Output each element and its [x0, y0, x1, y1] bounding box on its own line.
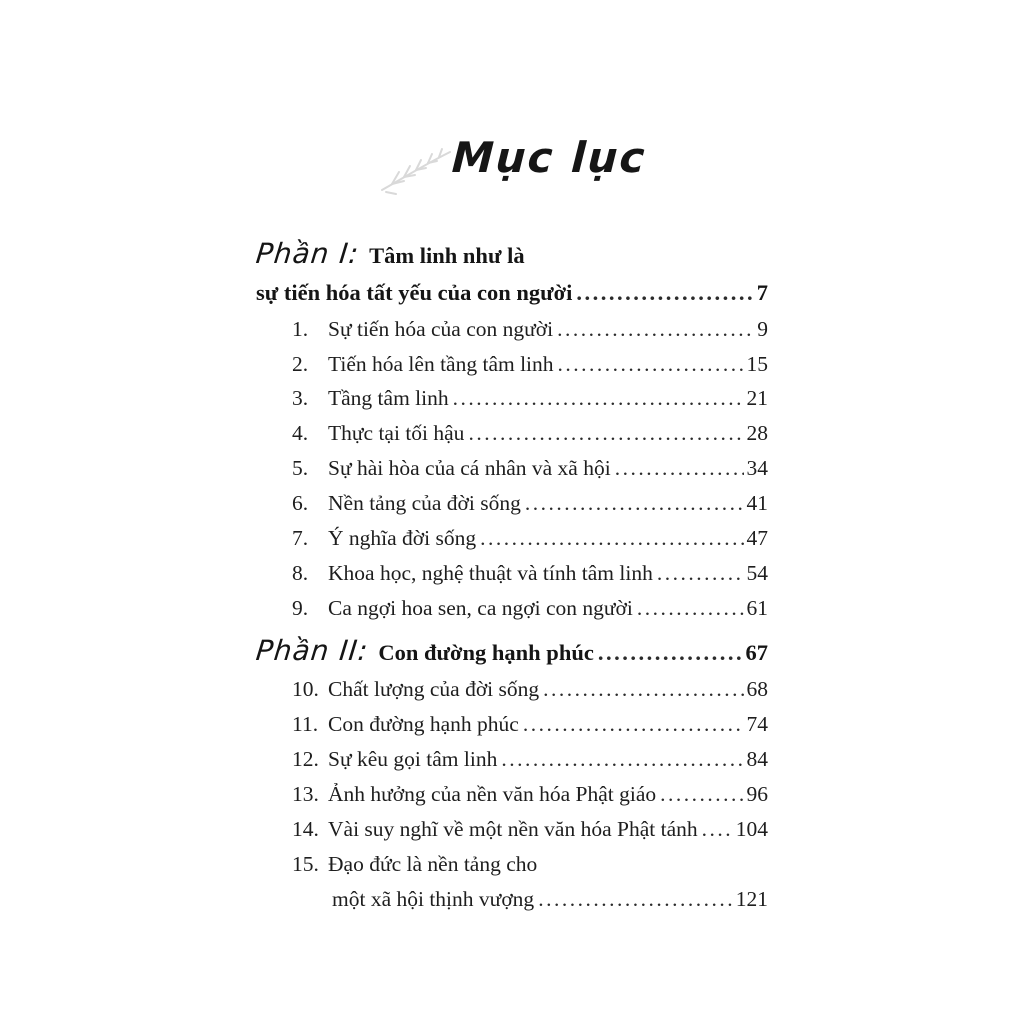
entry-number: 4. [292, 421, 309, 446]
toc-entry [292, 352, 768, 377]
dot-leader [660, 782, 743, 807]
toc-entry [292, 782, 768, 807]
entry-title: Ảnh hưởng của nền văn hóa Phật giáo [328, 782, 657, 807]
dot-leader [557, 317, 754, 342]
toc-entry [292, 852, 768, 877]
entry-page-number: 34 [746, 456, 768, 481]
entry-page-number: 21 [746, 386, 768, 411]
dot-leader [637, 596, 744, 621]
entry-title: Tầng tâm linh [328, 386, 449, 411]
entry-number: 13. [292, 782, 319, 807]
entry-page-number: 41 [746, 491, 768, 516]
section-1-title-line-2: sự tiến hóa tất yếu của con người [256, 280, 573, 306]
entry-title-line-1: Đạo đức là nền tảng cho [328, 852, 538, 877]
toc-entry-continuation [292, 887, 768, 912]
entry-page-number: 68 [746, 677, 768, 702]
entry-title: Tiến hóa lên tầng tâm linh [328, 351, 554, 376]
entry-page-number: 121 [735, 887, 768, 912]
entry-title: Sự kêu gọi tâm linh [328, 747, 498, 772]
section-2-title: Con đường hạnh phúc [378, 640, 594, 665]
page-title-block [0, 0, 1024, 182]
entry-number: 3. [292, 386, 309, 411]
entry-title: Ý nghĩa đời sống [328, 526, 477, 551]
entry-number: 11. [292, 712, 319, 737]
entry-number: 1. [292, 316, 309, 341]
page-title: Mục lục [450, 133, 648, 182]
entry-page-number: 9 [757, 316, 768, 341]
toc-entry [292, 817, 768, 842]
table-of-contents [256, 238, 768, 912]
section-2-heading [256, 635, 768, 667]
toc-entry [292, 317, 768, 342]
entry-page-number: 96 [746, 782, 768, 807]
dot-leader [657, 561, 744, 586]
toc-entry [292, 561, 768, 586]
entry-number: 14. [292, 817, 319, 842]
entry-title: Vài suy nghĩ về một nền văn hóa Phật tánh [328, 817, 698, 842]
toc-entry [292, 712, 768, 737]
dot-leader [702, 817, 733, 842]
entry-title: Sự tiến hóa của con người [328, 316, 554, 341]
dot-leader [598, 640, 743, 666]
section-1-page-number: 7 [756, 280, 768, 306]
section-1-label: Phần I: [254, 237, 361, 270]
dot-leader [468, 421, 743, 446]
toc-entry [292, 596, 768, 621]
dot-leader [543, 677, 743, 702]
dot-leader [558, 352, 744, 377]
entry-number: 6. [292, 491, 309, 516]
entry-number: 5. [292, 456, 309, 481]
section-2-entries [256, 677, 768, 912]
toc-entry [292, 456, 768, 481]
dot-leader [615, 456, 744, 481]
branch-leaves-icon [378, 140, 456, 196]
section-2-label: Phần II: [254, 634, 371, 667]
entry-number: 2. [292, 351, 309, 376]
entry-page-number: 74 [746, 712, 768, 737]
toc-entry [292, 526, 768, 551]
dot-leader [525, 491, 744, 516]
entry-title-line-2: một xã hội thịnh vượng [332, 887, 535, 912]
section-1-heading-line-2 [256, 280, 768, 306]
entry-title: Con đường hạnh phúc [328, 712, 519, 737]
section-2-page-number: 67 [745, 640, 768, 665]
dot-leader [576, 280, 753, 306]
entry-page-number: 84 [746, 747, 768, 772]
dot-leader [523, 712, 744, 737]
section-1-title-line-1: Tâm linh như là [369, 243, 525, 268]
section-1-entries [256, 317, 768, 621]
toc-entry [292, 491, 768, 516]
entry-number: 8. [292, 561, 309, 586]
entry-number: 15. [292, 852, 319, 877]
toc-entry [292, 386, 768, 411]
entry-number: 9. [292, 596, 309, 621]
entry-title: Chất lượng của đời sống [328, 677, 540, 702]
entry-number: 10. [292, 677, 319, 702]
section-1-heading-line-1 [256, 238, 768, 270]
entry-page-number: 15 [746, 351, 768, 376]
entry-page-number: 28 [746, 421, 768, 446]
dot-leader [501, 747, 743, 772]
entry-title: Thực tại tối hậu [328, 421, 465, 446]
dot-leader [480, 526, 743, 551]
dot-leader [538, 887, 733, 912]
entry-page-number: 54 [746, 561, 768, 586]
toc-entry [292, 677, 768, 702]
entry-number: 12. [292, 747, 319, 772]
entry-title: Khoa học, nghệ thuật và tính tâm linh [328, 561, 653, 586]
entry-page-number: 47 [746, 526, 768, 551]
toc-entry [292, 747, 768, 772]
entry-number: 7. [292, 526, 309, 551]
entry-page-number: 104 [735, 817, 768, 842]
entry-title: Sự hài hòa của cá nhân và xã hội [328, 456, 611, 481]
toc-entry [292, 421, 768, 446]
dot-leader [453, 386, 744, 411]
entry-title: Ca ngợi hoa sen, ca ngợi con người [328, 596, 633, 621]
entry-page-number: 61 [746, 596, 768, 621]
entry-title: Nền tảng của đời sống [328, 491, 521, 516]
